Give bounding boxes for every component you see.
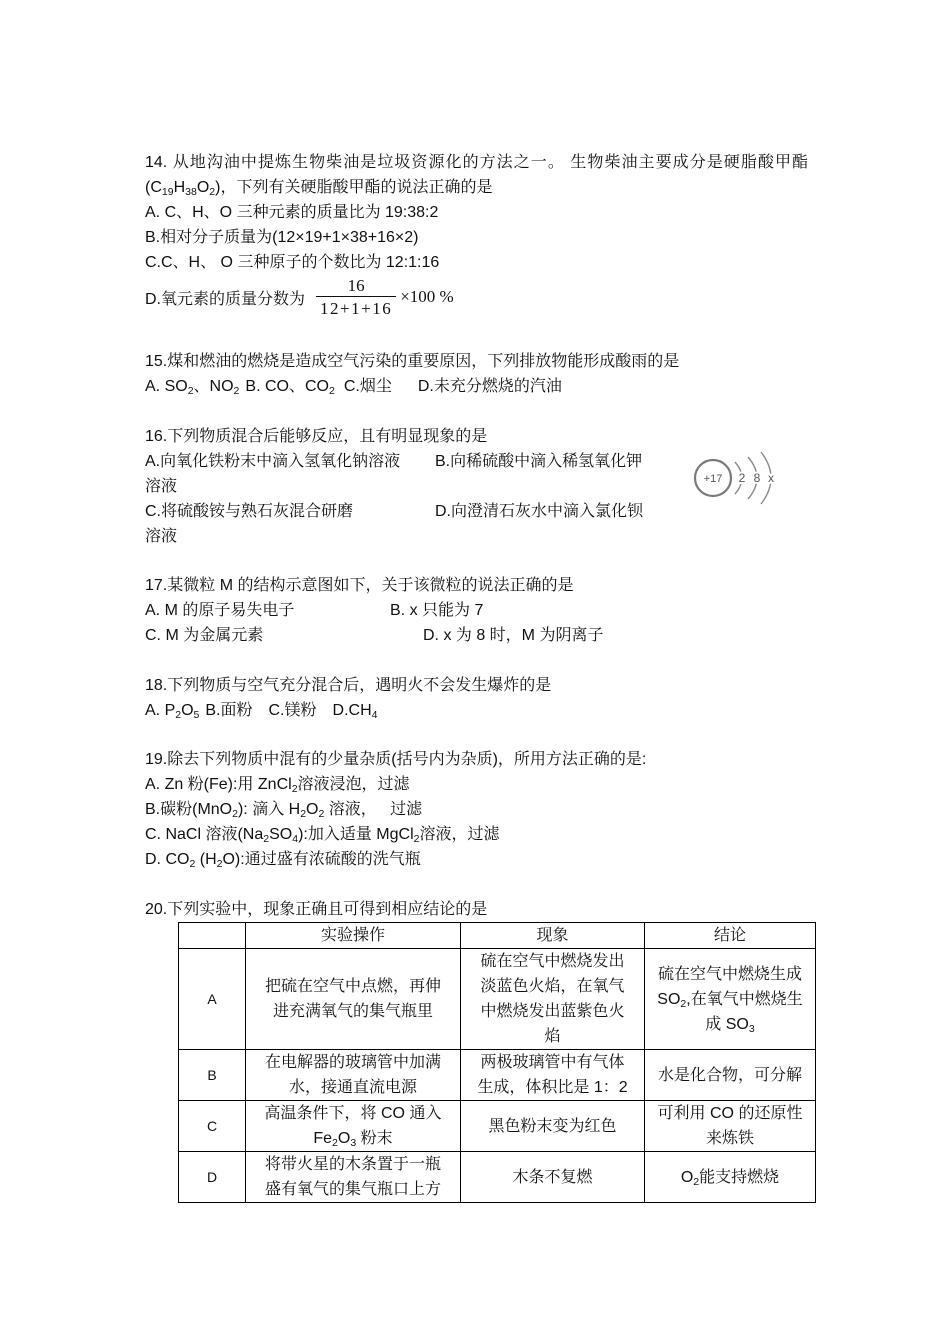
q15-options xyxy=(145,374,562,399)
q19-option-d xyxy=(145,847,421,872)
row-label: B xyxy=(179,1050,246,1101)
q19-option-c xyxy=(145,822,499,847)
row-label: D xyxy=(179,1152,246,1203)
text-run: 粉末 xyxy=(356,1130,393,1147)
q14-option-a: A. C、H、O 三种元素的质量比为 19:38:2 xyxy=(145,204,439,221)
cell-line xyxy=(645,1165,815,1190)
subscript: 4 xyxy=(371,709,378,721)
q18-options xyxy=(145,698,377,723)
q15-option-c: C.烟尘 xyxy=(343,378,392,395)
q14-stem-line1: 14. 从地沟油中提炼生物柴油是垃圾资源化的方法之一。 生物柴油主要成分是硬脂酸甲酯 xyxy=(145,154,808,171)
subscript: 2 xyxy=(209,186,216,198)
cell-line: 焰 xyxy=(544,1028,561,1045)
table-row xyxy=(179,949,816,1050)
experiment-table xyxy=(178,922,816,1203)
q18-stem: 18.下列物质与空气充分混合后，遇明火不会发生爆炸的是 xyxy=(145,677,552,694)
table-header-row xyxy=(179,923,816,949)
operation-cell xyxy=(246,1101,461,1152)
text-run: C. NaCl 溶液(Na xyxy=(145,826,264,843)
q15-option-b xyxy=(245,378,334,395)
table-row xyxy=(179,1050,816,1101)
cell-line: 硫在空气中燃烧发出 xyxy=(480,953,625,970)
subscript: 3 xyxy=(350,1137,357,1149)
atom-structure-diagram xyxy=(690,448,782,518)
subscript: 3 xyxy=(748,1022,755,1035)
text-run: O xyxy=(181,702,194,719)
subscript: 2 xyxy=(680,997,687,1010)
cell-line: 两极玻璃管中有气体 xyxy=(480,1054,625,1071)
text-run: ): 滴入 H xyxy=(237,801,301,818)
text-run: 溶液浸泡，过滤 xyxy=(297,776,410,793)
electron-count-label: 8 xyxy=(753,471,761,485)
operation-cell xyxy=(246,949,461,1050)
q18-option-c: C.镁粉 xyxy=(268,702,317,719)
cell-line: 将带火星的木条置于一瓶 xyxy=(264,1156,441,1173)
mass-fraction-formula xyxy=(316,275,396,320)
subscript: 2 xyxy=(328,385,335,397)
nucleus-charge-label: +17 xyxy=(703,473,723,485)
q17-stem: 17.某微粒 M 的结构示意图如下，关于该微粒的说法正确的是 xyxy=(145,577,574,594)
cell-line xyxy=(645,987,815,1012)
q19-option-a xyxy=(145,772,410,797)
cell-line xyxy=(645,1012,815,1037)
q19-stem: 19.除去下列物质中混有的少量杂质(括号内为杂质)，所用方法正确的是: xyxy=(145,751,647,768)
q17-option-b: B. x 只能为 7 xyxy=(390,602,484,619)
text-run: O xyxy=(680,1168,694,1186)
conclusion-cell xyxy=(645,949,816,1050)
header-conclusion: 结论 xyxy=(645,923,816,949)
q17-options-line1 xyxy=(145,598,665,623)
q14-option-d-label: D.氧元素的质量分数为 xyxy=(145,290,306,308)
q16-option-b-wrap: 溶液 xyxy=(145,478,178,495)
conclusion-cell xyxy=(645,1050,816,1101)
cell-line: 硫在空气中燃烧生成 xyxy=(657,965,802,983)
text-run: H xyxy=(173,179,186,196)
text-run: 溶液， 过滤 xyxy=(324,801,423,818)
text-run: Fe xyxy=(313,1130,333,1147)
text-run: D. CO xyxy=(145,851,190,868)
phenomenon-cell xyxy=(461,949,645,1050)
text-run: O xyxy=(196,179,210,196)
cell-line: 可利用 CO 的还原性 xyxy=(657,1105,803,1122)
subscript: 2 xyxy=(175,709,182,721)
text-run: 、NO xyxy=(193,378,234,395)
text-run: O xyxy=(306,801,319,818)
subscript: 2 xyxy=(263,833,270,845)
q16-stem: 16.下列物质混合后能够反应，且有明显现象的是 xyxy=(145,428,488,445)
q18-option-a xyxy=(145,702,199,719)
operation-cell xyxy=(246,1152,461,1203)
row-label: C xyxy=(179,1101,246,1152)
q17-options-line2 xyxy=(145,623,665,648)
cell-line: 生成，体积比是 1：2 xyxy=(477,1079,628,1096)
cell-line xyxy=(246,1126,460,1151)
table-header-blank xyxy=(179,923,246,949)
header-phenomenon: 现象 xyxy=(461,923,645,949)
table-row xyxy=(179,1152,816,1203)
q20-stem: 20.下列实验中，现象正确且可得到相应结论的是 xyxy=(145,901,488,918)
q14-option-c: C.C、H、 O 三种原子的个数比为 12:1:16 xyxy=(145,254,440,271)
subscript: 4 xyxy=(292,833,299,845)
q16-option-a: A.向氧化铁粉末中滴入氢氧化钠溶液 xyxy=(145,453,401,470)
text-run: A. P xyxy=(145,702,176,719)
text-run: B.碳粉(MnO xyxy=(145,801,233,818)
operation-cell xyxy=(246,1050,461,1101)
q17-option-c: C. M 为金属元素 xyxy=(145,627,264,644)
text-run: SO xyxy=(269,826,293,843)
subscript: 2 xyxy=(232,808,238,820)
q17-option-a: A. M 的原子易失电子 xyxy=(145,602,295,619)
text-run: ):加入适量 MgCl xyxy=(298,826,414,843)
text-run: O):通过盛有浓硫酸的洗气瓶 xyxy=(222,851,421,868)
phenomenon-cell xyxy=(461,1152,645,1203)
percent-multiplier: ×100 % xyxy=(400,287,454,306)
text-run: 成 SO xyxy=(705,1015,749,1033)
cell-line: 水，接通直流电源 xyxy=(288,1079,417,1096)
q14-stem-line2 xyxy=(145,175,492,200)
cell-line: 中燃烧发出蓝紫色火 xyxy=(480,1003,625,1020)
subscript: 2 xyxy=(189,858,196,870)
text-run: (C xyxy=(145,179,162,196)
cell-line: 黑色粉末变为红色 xyxy=(488,1117,617,1135)
q16-option-d: D.向澄清石灰水中滴入氯化钡 xyxy=(435,503,644,520)
subscript: 38 xyxy=(185,186,197,198)
subscript: 2 xyxy=(233,385,240,397)
text-run: B. CO、CO xyxy=(245,378,329,395)
cell-line: 水是化合物，可分解 xyxy=(657,1066,802,1084)
cell-line: 来炼铁 xyxy=(705,1130,754,1147)
cell-line: 把硫在空气中点燃，再伸 xyxy=(264,978,441,995)
table-row xyxy=(179,1101,816,1152)
electron-count-label: 2 xyxy=(738,471,746,485)
subscript: 2 xyxy=(300,808,307,820)
q15-option-a xyxy=(145,378,239,395)
row-label: A xyxy=(179,949,246,1050)
text-run: A. Zn 粉(Fe):用 ZnCl xyxy=(145,776,292,793)
q19-option-b xyxy=(145,797,422,822)
subscript: 2 xyxy=(693,1175,700,1188)
cell-line: 高温条件下，将 CO 通入 xyxy=(264,1105,442,1122)
fraction-denominator: 12+1+16 xyxy=(316,296,396,320)
cell-line: 在电解器的玻璃管中加满 xyxy=(264,1054,441,1071)
q14-option-d xyxy=(145,274,454,320)
conclusion-cell xyxy=(645,1101,816,1152)
q16-option-c: C.将硫酸铵与熟石灰混合研磨 xyxy=(145,503,354,520)
text-run: D.CH xyxy=(332,702,372,719)
subscript: 2 xyxy=(216,858,223,870)
text-run: )，下列有关硬脂酸甲酯的说法正确的是 xyxy=(215,179,493,196)
q16-options-line1 xyxy=(145,449,665,474)
text-run: 能支持燃烧 xyxy=(699,1168,780,1186)
cell-line: 淡蓝色火焰，在氧气 xyxy=(480,978,625,995)
q17-option-d: D. x 为 8 时，M 为阴离子 xyxy=(423,627,604,644)
header-operation: 实验操作 xyxy=(246,923,461,949)
q16-option-d-wrap: 溶液 xyxy=(145,528,178,545)
q16-option-b: B.向稀硫酸中滴入稀氢氧化钾 xyxy=(435,453,643,470)
subscript: 5 xyxy=(193,709,200,721)
subscript: 19 xyxy=(161,186,174,198)
conclusion-cell xyxy=(645,1152,816,1203)
fraction-numerator: 16 xyxy=(347,275,365,295)
text-run: O xyxy=(337,1130,351,1147)
phenomenon-cell xyxy=(461,1050,645,1101)
q15-option-d: D.未充分燃烧的汽油 xyxy=(417,378,562,395)
q15-stem: 15.煤和燃油的燃烧是造成空气污染的重要原因，下列排放物能形成酸雨的是 xyxy=(145,353,680,370)
text-run: (H xyxy=(195,851,217,868)
electron-count-label: x xyxy=(768,471,774,485)
q18-option-b: B.面粉 xyxy=(205,702,253,719)
subscript: 2 xyxy=(413,833,420,845)
text-run: SO xyxy=(657,990,681,1008)
cell-line: 木条不复燃 xyxy=(512,1168,593,1186)
phenomenon-cell xyxy=(461,1101,645,1152)
cell-line: 进充满氧气的集气瓶里 xyxy=(272,1003,433,1020)
subscript: 2 xyxy=(187,385,194,397)
text-run: 溶液，过滤 xyxy=(419,826,500,843)
cell-line: 盛有氧气的集气瓶口上方 xyxy=(264,1181,441,1198)
subscript: 2 xyxy=(291,783,298,795)
subscript: 2 xyxy=(318,808,325,820)
text-run: A. SO xyxy=(145,378,188,395)
q16-options-line2 xyxy=(145,499,665,524)
q14-option-b: B.相对分子质量为(12×19+1×38+16×2) xyxy=(145,229,419,246)
q18-option-d xyxy=(333,702,378,719)
text-run: ,在氧气中燃烧生 xyxy=(686,990,803,1008)
subscript: 2 xyxy=(332,1137,338,1149)
